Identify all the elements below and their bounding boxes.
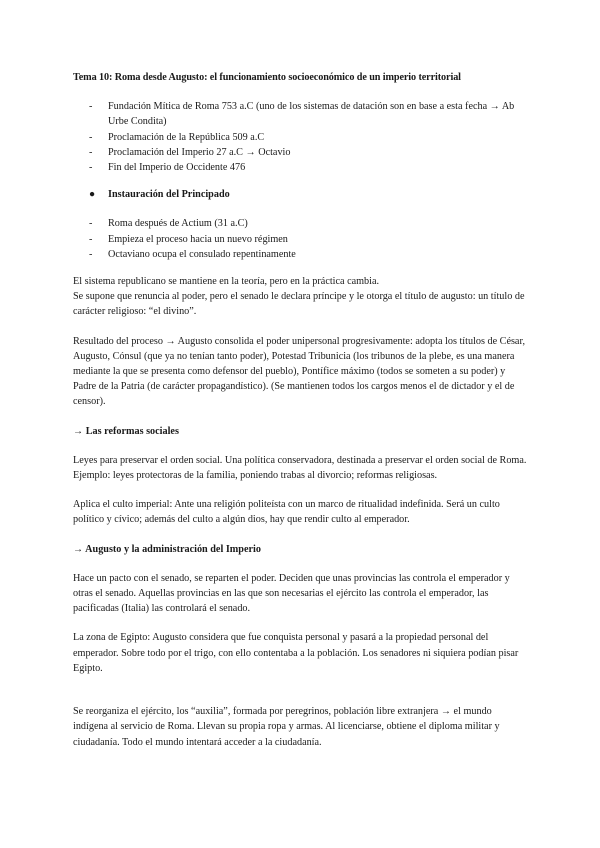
bullet-icon: ● xyxy=(89,189,96,201)
paragraph-renuncia: Se supone que renuncia al poder, pero el senado le declara príncipe y le otorga el título de augusto: un título de carácter religioso: “el divino”. xyxy=(73,291,525,318)
list-item: - Roma después de Actium (31 a.C) xyxy=(73,216,528,231)
heading-administracion: → Augusto y la administración del Imperio xyxy=(73,543,261,555)
dash-marker: - xyxy=(89,248,93,260)
paragraph-resultado: Resultado del proceso → Augusto consolida el poder unipersonal progresivamente: adopta los títulos de César, Augusto, Cónsul (que ya no tenían tanto poder), Potestad Tribunicia (los tribunos de la plebe, es una manera mediante la que se presenta como defensor del pueblo), Pontífice máximo (todos se someten a su poder) y Padre de la Patria (de carácter propagandístico). (Se mantienen todos los cargos menos el de dictador y el de censor). xyxy=(73,335,525,408)
paragraph-egipto: La zona de Egipto: Augusto considera que fue conquista personal y pasará a la propiedad personal del emperador. Sobre todo por el trigo, con ello contentaba a la población. Los senadores ni siquiera podían pisar Egipto. xyxy=(73,632,519,674)
dash-marker: - xyxy=(89,218,93,230)
principado-list xyxy=(73,216,528,262)
dash-marker: - xyxy=(89,233,93,245)
list-item: - Empieza el proceso hacia un nuevo régimen xyxy=(73,232,528,247)
document-page xyxy=(73,70,528,764)
dates-list xyxy=(73,99,528,175)
list-item: - Octaviano ocupa el consulado repentinamente xyxy=(73,247,528,262)
paragraph-pacto: Hace un pacto con el senado, se reparten el poder. Deciden que unas provincias las controla el emperador y otras el senado. Aquellas provincias en las que son necesarias el ejército las controla el emperador, las pacificadas (Italia) las controlará el senado. xyxy=(73,572,510,615)
dash-marker: - xyxy=(89,101,93,113)
heading-reformas: → Las reformas sociales xyxy=(73,425,179,437)
list-item: - Fundación Mítica de Roma 753 a.C (uno de los sistemas de datación son en base a esta fecha → Ab Urbe Condita) xyxy=(89,101,515,128)
paragraph-republic: El sistema republicano se mantiene en la teoría, pero en la práctica cambia. xyxy=(73,276,380,288)
paragraph-culto: Aplica el culto imperial: Ante una religión politeísta con un marco de ritualidad indefinida. Será un culto político y cívico; además del culto a algún dios, hay que rendir culto al emperador. xyxy=(73,499,500,526)
list-item: - Proclamación de la República 509 a.C xyxy=(73,130,528,145)
principado-heading: ● Instauración del Principado xyxy=(73,187,528,202)
paragraph-ejercito: Se reorganiza el ejército, los “auxilia”, formada por peregrinos, población libre extranjera → el mundo indígena al servicio de Roma. Llevan su propia ropa y armas. Al licenciarse, obtiene el diploma militar y ciudadanía. Todo el mundo intentará acceder a la ciudadanía. xyxy=(73,706,500,748)
dash-marker: - xyxy=(89,146,93,158)
document-title: Tema 10: Roma desde Augusto: el funcionamiento socioeconómico de un imperio territorial xyxy=(73,72,461,83)
dash-marker: - xyxy=(89,162,93,174)
dash-marker: - xyxy=(89,131,93,143)
list-item: - Proclamación del Imperio 27 a.C → Octavio xyxy=(73,145,528,160)
paragraph-leyes: Leyes para preservar el orden social. Una política conservadora, destinada a preservar el orden social de Roma. Ejemplo: leyes protectoras de la familia, poniendo trabas al divorcio; reformas religiosas. xyxy=(73,454,527,482)
list-item: - Fin del Imperio de Occidente 476 xyxy=(73,160,528,175)
